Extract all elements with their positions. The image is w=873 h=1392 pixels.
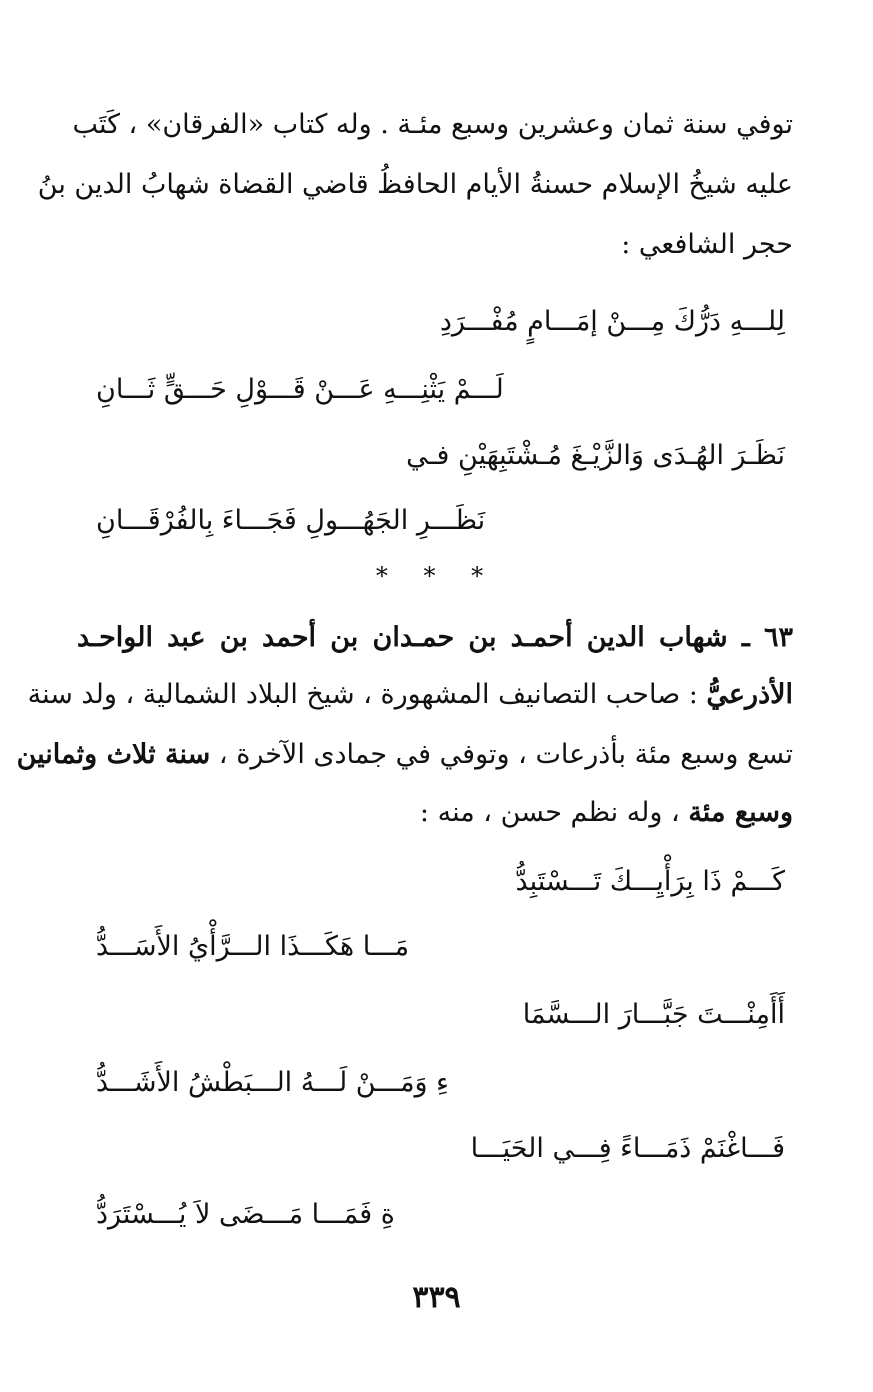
entry-number: ٦٣ <box>763 622 793 653</box>
entry-line-2 <box>27 675 793 715</box>
entry-nisba: الأذرعيُّ <box>706 679 793 710</box>
entry-line-4 <box>77 793 793 833</box>
entry-death-year: سنة ثلاث وثمانين <box>16 739 211 770</box>
poem2-verse-3: أَأَمِنْـــتَ جَبَّـــارَ الـــسَّمَا <box>522 999 785 1030</box>
poem1-verse-2: لَـــمْ يَثْنِـــهِ عَـــنْ قَـــوْلِ حَـــقٍّ ثَـــانِ <box>96 374 504 405</box>
page-number: ٣٣٩ <box>412 1280 461 1315</box>
entry-line-3 <box>16 735 793 775</box>
section-separator: * * * <box>375 562 498 590</box>
entry-line-3-text: تسع وسبع مئة بأذرعات ، وتوفي في جمادى الآخرة ، <box>218 739 793 770</box>
poem2-verse-6: ةِ فَمَـــا مَـــضَى لاَ يُـــسْتَرَدُّ <box>96 1199 395 1230</box>
paragraph-line-2: عليه شيخُ الإسلام حسنةُ الأيام الحافظُ قاضي القضاة شهابُ الدين بنُ <box>37 169 793 200</box>
entry-heading-text: ـ شهاب الدين أحمـد بن حمـدان بن أحمد بن عبد الواحـد <box>77 622 750 653</box>
paragraph-line-3: حجر الشافعي : <box>621 229 793 260</box>
poem2-verse-1: كَـــمْ ذَا بِرَأْيِـــكَ تَـــسْتَبِدُّ <box>515 866 785 897</box>
entry-death-year-end: وسبع مئة <box>688 797 793 828</box>
poem2-verse-4: ءِ وَمَـــنْ لَـــهُ الـــبَطْشُ الأَشَـــدُّ <box>96 1067 449 1098</box>
poem2-verse-2: مَـــا هَكَـــذَا الـــرَّأْيُ الأَسَـــدُّ <box>96 931 410 962</box>
entry-line-2-text: : صاحب التصانيف المشهورة ، شيخ البلاد الشمالية ، ولد سنة <box>27 679 698 710</box>
paragraph-line-1: توفي سنة ثمان وعشرين وسبع مئـة . وله كتاب «الفرقان» ، كَتَب <box>72 109 793 140</box>
poem1-verse-4: نَظَـــرِ الجَهُـــولِ فَجَـــاءَ بِالفُرْقَـــانِ <box>96 505 486 536</box>
poem1-verse-3: نَظَـرَ الهُـدَى وَالزَّيْـغَ مُـشْتَبِهَيْنِ فـي <box>406 440 785 471</box>
entry-line-4-text: ، وله نظم حسن ، منه : <box>419 797 680 828</box>
poem2-verse-5: فَـــاغْنَمْ ذَمَـــاءً فِـــي الحَيَـــا <box>470 1133 785 1164</box>
entry-heading <box>77 618 793 658</box>
poem1-verse-1: لِلـــهِ دَرُّكَ مِـــنْ إمَـــامٍ مُفْـــرَدِ <box>439 306 785 337</box>
